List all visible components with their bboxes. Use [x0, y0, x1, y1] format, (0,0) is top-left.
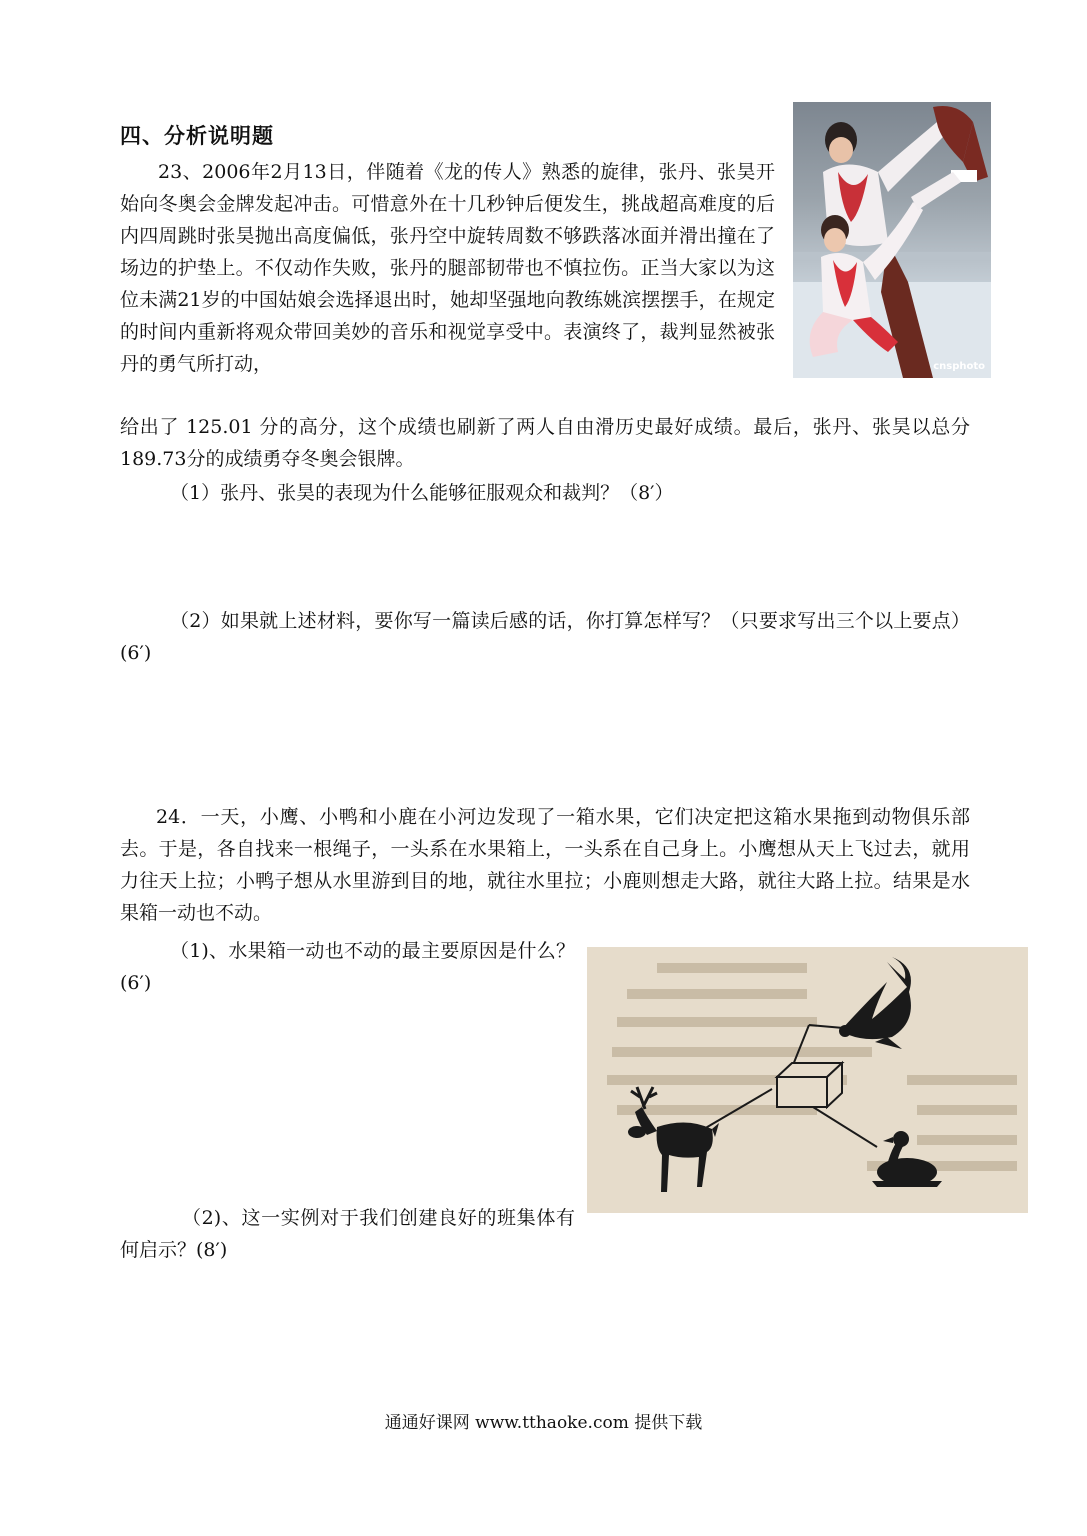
q24-subquestion-1: （1)、水果箱一动也不动的最主要原因是什么？(6′) — [120, 940, 575, 994]
eagle-duck-deer-illustration — [587, 947, 1028, 1213]
q23-subquestion-2: （2）如果就上述材料，要你写一篇读后感的话，你打算怎样写？（只要求写出三个以上要点）(6′) — [120, 610, 970, 664]
photo-credit: cnsphoto — [933, 361, 985, 372]
q23-paragraph-bottom: 给出了 125.01 分的高分，这个成绩也刷新了两人自由滑历史最好成绩。最后，张丹、张昊以总分189.73分的成绩勇夺冬奥会银牌。 — [120, 416, 970, 470]
q23-paragraph-top: 23、2006年2月13日，伴随着《龙的传人》熟悉的旋律，张丹、张昊开始向冬奥会金牌发起冲击。可惜意外在十几秒钟后便发生，挑战超高难度的后内四周跳时张昊抛出高度偏低，张丹空中旋转周数不够跌落冰面并滑出撞在了场边的护垫上。不仅动作失败，张丹的腿部韧带也不慎拉伤。正当大家以为这位未满21岁的中国姑娘会选择退出时，她却坚强地向教练姚滨摆摆手，在规定的时间内重新将观众带回美妙的音乐和视觉享受中。表演终了，裁判显然被张丹的勇气所打动， — [120, 161, 775, 375]
q24-subquestion-2: （2)、这一实例对于我们创建良好的班集体有何启示？(8′) — [120, 1207, 575, 1261]
section-title: 四、分析说明题 — [120, 124, 274, 148]
page-footer: 通通好课网 www.tthaoke.com 提供下载 — [384, 1413, 703, 1433]
q23-subquestion-1: （1）张丹、张昊的表现为什么能够征服观众和裁判？（8′） — [170, 482, 674, 504]
figure-skating-photo — [793, 102, 991, 378]
q24-paragraph: 24．一天，小鹰、小鸭和小鹿在小河边发现了一箱水果，它们决定把这箱水果拖到动物俱乐部去。于是，各自找来一根绳子，一头系在水果箱上，一头系在自己身上。小鹰想从天上飞过去，就用力往天上拉；小鸭子想从水里游到目的地，就往水里拉；小鹿则想走大路，就往大路上拉。结果是水果箱一动也不动。 — [120, 806, 970, 924]
